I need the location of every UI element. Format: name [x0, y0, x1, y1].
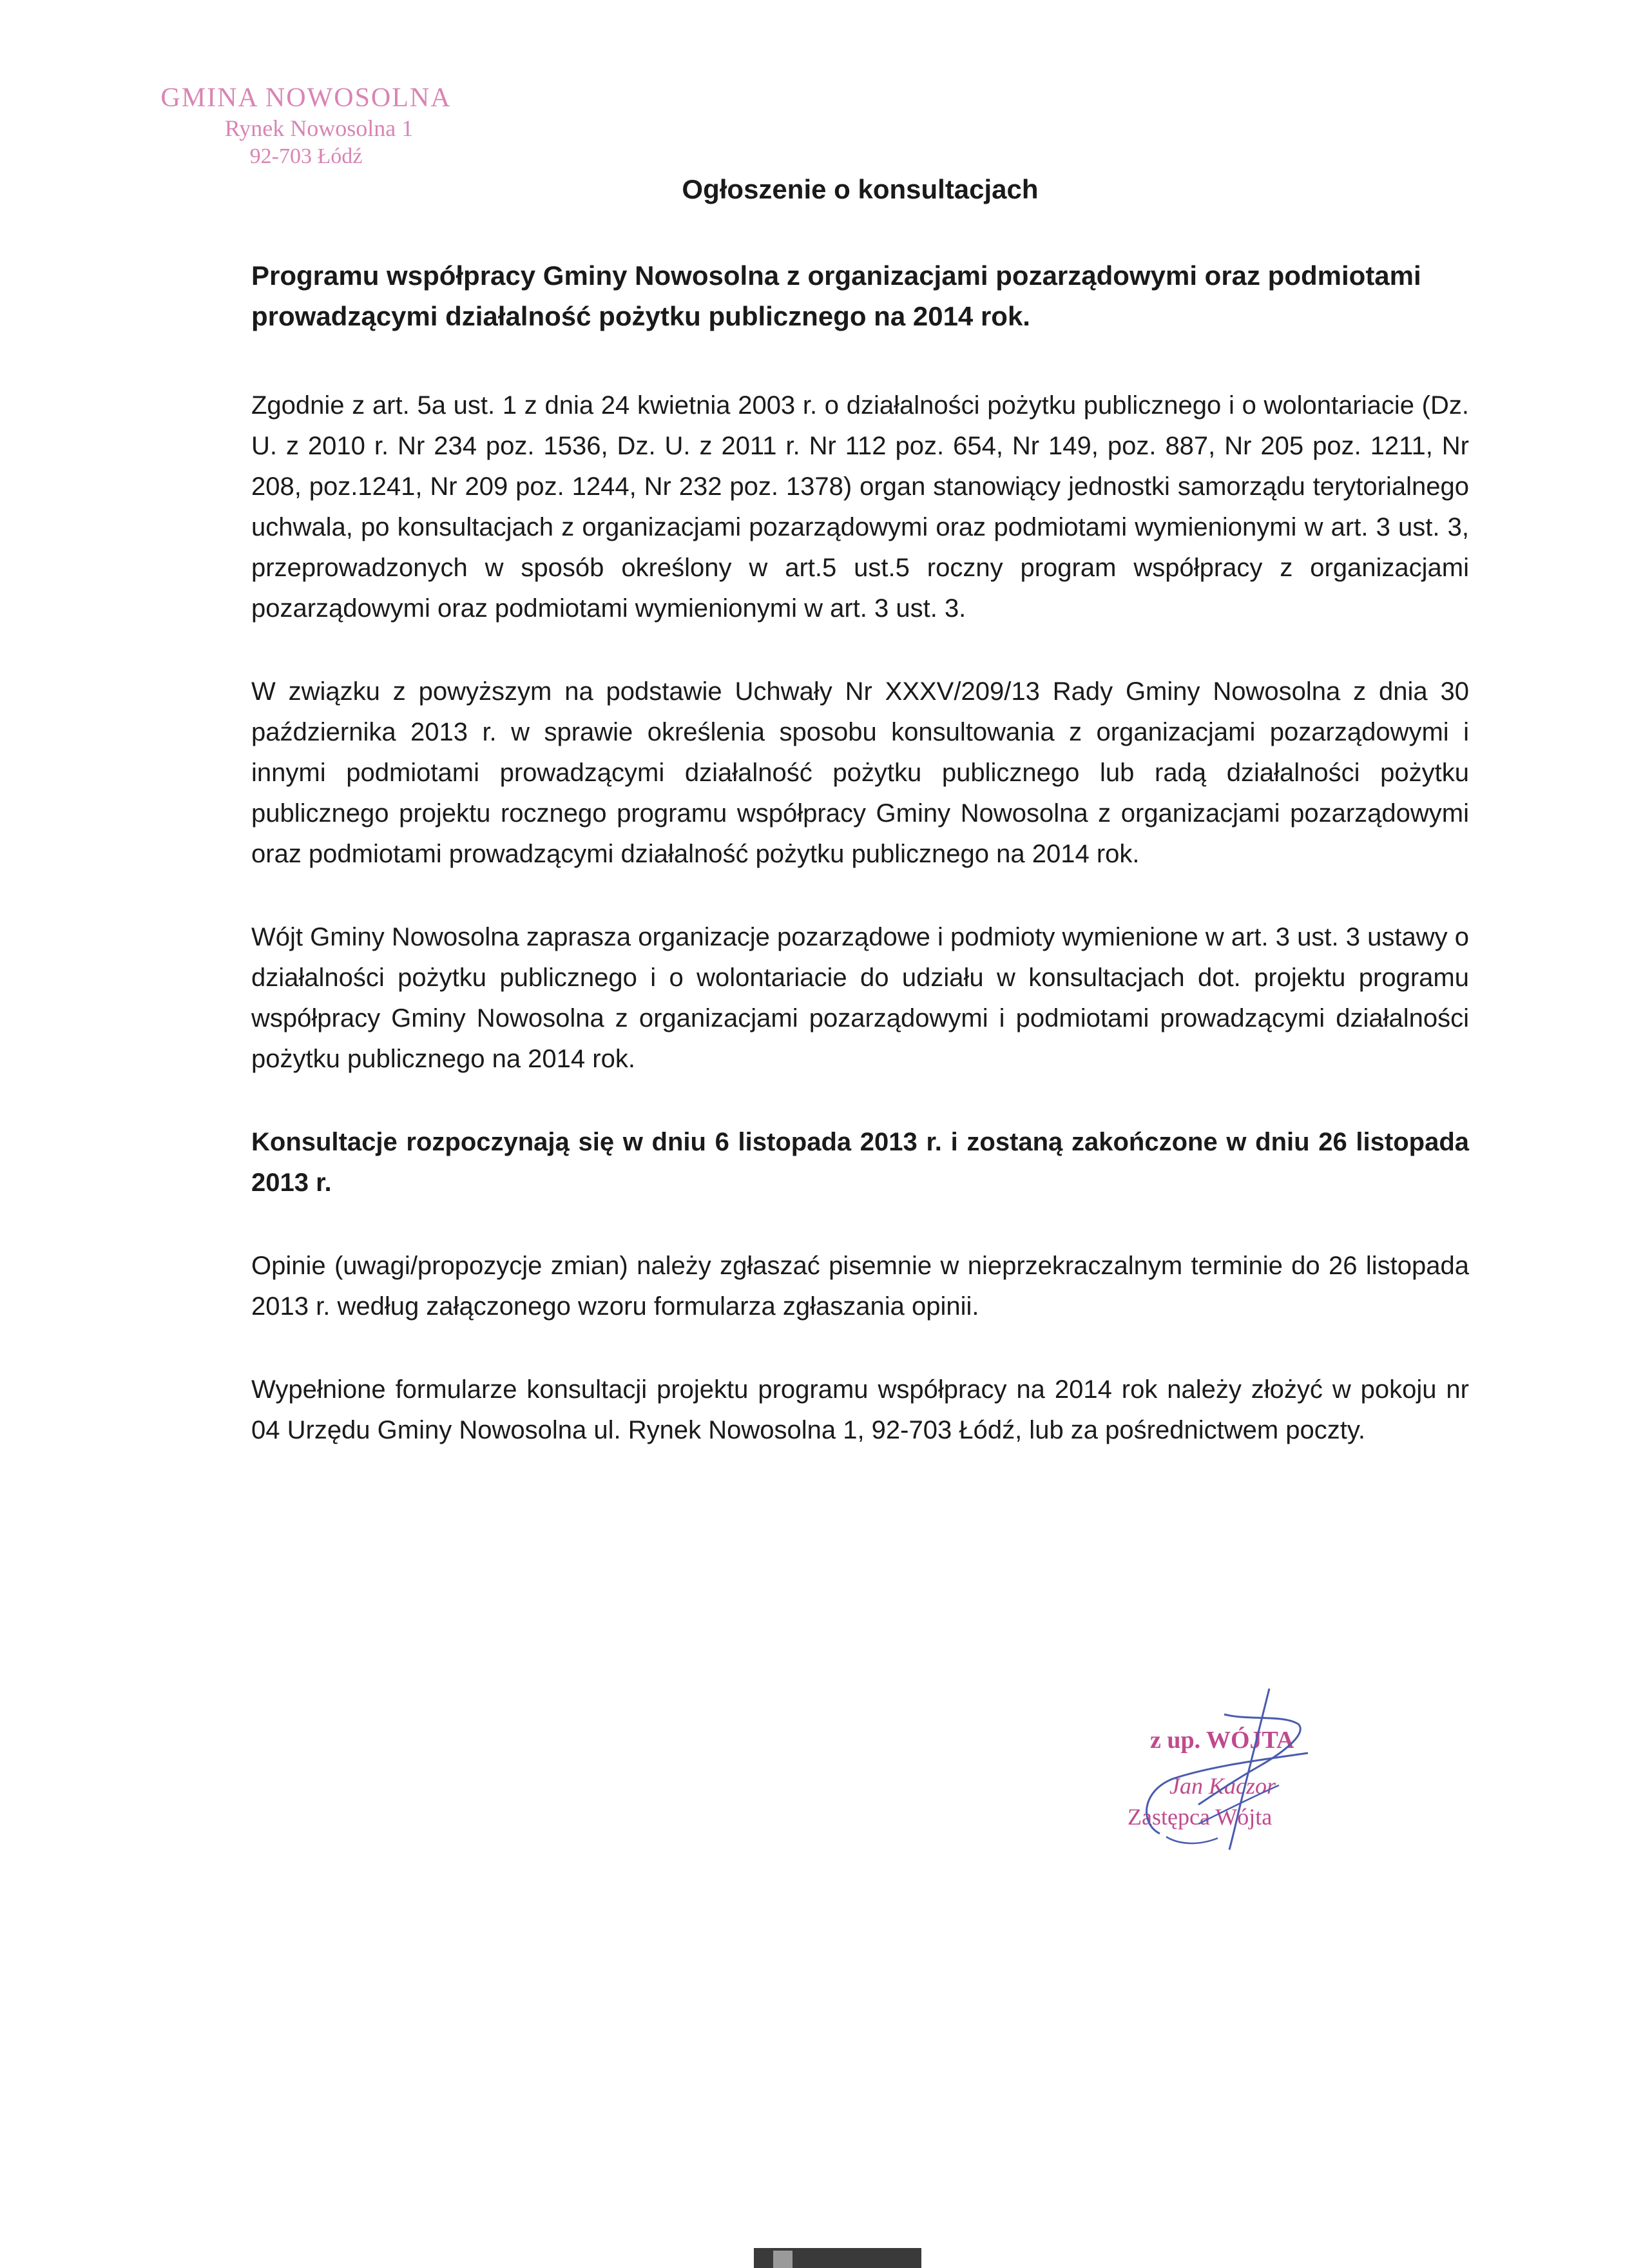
paragraph-opinions: Opinie (uwagi/propozycje zmian) należy zgłaszać pisemnie w nieprzekraczalnym terminie do 26 listopada 2013 r. według załączonego wzoru formularza zgłaszania opinii. [251, 1252, 1469, 1321]
signature-stamp-line-authority: z up. WÓJTA [1150, 1727, 1294, 1754]
paragraph-submission: Wypełnione formularze konsultacji projektu programu współpracy na 2014 rok należy złożyć w pokoju nr 04 Urzędu Gminy Nowosolna ul. Rynek Nowosolna 1, 92-703 Łódź, lub za pośrednictwem poczty. [251, 1375, 1469, 1444]
signature-stamp [1121, 1676, 1366, 1869]
stamp-line-name: GMINA NOWOSOLNA [160, 83, 452, 113]
office-stamp [160, 82, 474, 169]
paragraph-invitation: Wójt Gminy Nowosolna zaprasza organizacje pozarządowe i podmioty wymienione w art. 3 ust. 3 ustawy o działalności pożytku publicznego i o wolontariacie do udziału w konsultacjach dot. projektu programu współpracy Gminy Nowosolna z organizacjami pozarządowymi i podmiotami prowadzącymi działalności pożytku publicznego na 2014 rok. [251, 923, 1469, 1073]
paragraph-legal-basis: Zgodnie z art. 5a ust. 1 z dnia 24 kwietnia 2003 r. o działalności pożytku publicznego i o wolontariacie (Dz. U. z 2010 r. Nr 234 poz. 1536, Dz. U. z 2011 r. Nr 112 poz. 654, Nr 149, poz. 887, Nr 205 poz. 1211, Nr 208, poz.1241, Nr 209 poz. 1244, Nr 232 poz. 1378) organ stanowiący jednostki samorządu terytorialnego uchwala, po konsultacjach z organizacjami pozarządowymi oraz podmiotami wymienionymi w art. 3 ust. 3, przeprowadzonych w sposób określony w art.5 ust.5 roczny program współpracy z organizacjami pozarządowymi oraz podmiotami wymienionymi w art. 3 ust. 3. [251, 391, 1469, 623]
signature-stamp-line-role: Zastępca Wójta [1128, 1804, 1273, 1830]
signature-stamp-line-person: Jan Kaczor [1169, 1773, 1276, 1799]
document-subtitle: Programu współpracy Gminy Nowosolna z organizacjami pozarządowymi oraz podmiotami prowadzącymi działalność pożytku publicznego na 2014 rok. [251, 260, 1421, 331]
handwritten-signature [1121, 1676, 1366, 1869]
paragraph-consultation-dates: Konsultacje rozpoczynają się w dniu 6 listopada 2013 r. i zostaną zakończone w dniu 26 listopada 2013 r. [251, 1128, 1469, 1197]
scan-edge-artifact-inner [773, 2251, 793, 2268]
document-body [251, 174, 1469, 1493]
stamp-line-street: Rynek Nowosolna 1 [224, 115, 414, 141]
document-title: Ogłoszenie o konsultacjach [682, 174, 1039, 204]
paragraph-resolution: W związku z powyższym na podstawie Uchwały Nr XXXV/209/13 Rady Gminy Nowosolna z dnia 30 października 2013 r. w sprawie określenia sposobu konsultowania z organizacjami pozarządowymi i innymi podmiotami prowadzącymi działalność pożytku publicznego lub radą działalności pożytku publicznego projektu rocznego programu współpracy Gminy Nowosolna z organizacjami pozarządowymi oraz podmiotami prowadzącymi działalność pożytku publicznego na 2014 rok. [251, 677, 1469, 868]
stamp-line-city: 92-703 Łódź [249, 144, 363, 168]
